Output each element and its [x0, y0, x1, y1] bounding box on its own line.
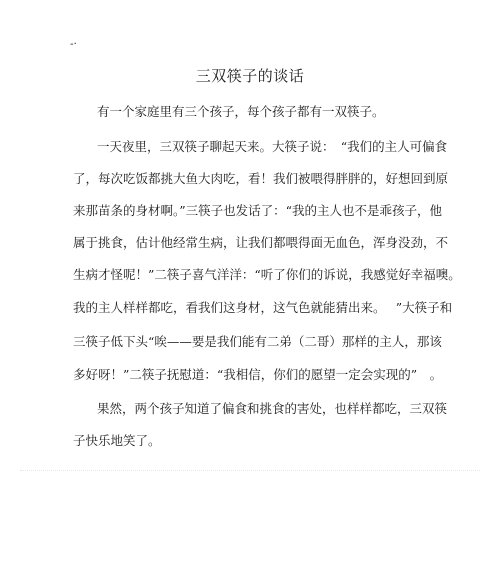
paragraph-line: 我的主人样样都吃，看我们这身材，这气色就能猜出来。 ”大筷子和 — [73, 300, 453, 315]
paragraph-line: 属于挑食，估计他经常生病，让我们都喂得面无血色，浑身没劲，不 — [73, 235, 449, 250]
paragraph-line: 一天夜里，三双筷子聊起天来。大筷子说： “我们的主人可偏食 — [97, 139, 448, 154]
paragraph-line: 果然，两个孩子知道了偏食和挑食的害处，也样样都吃，三双筷 — [97, 401, 448, 416]
page-title: 三双筷子的谈话 — [195, 67, 305, 85]
paragraph-line: 三筷子低下头“唉——要是我们能有二弟（二哥）那样的主人，那该 — [73, 334, 442, 349]
corner-mark: -· — [70, 39, 77, 50]
paragraph-line: 子快乐地笑了。 — [73, 433, 161, 448]
paragraph-line: 了，每次吃饭都挑大鱼大肉吃，看！我们被喂得胖胖的，好想回到原 — [73, 171, 449, 186]
paragraph-line: 多好呀！”二筷子抚慰道：“我相信，你们的愿望一定会实现的” 。 — [73, 367, 443, 382]
paragraph-line: 有一个家庭里有三个孩子，每个孩子都有一双筷子。 — [97, 104, 385, 119]
paragraph-line: 来那苗条的身材啊。”三筷子也发话了：“我的主人也不是乖孩子，他 — [73, 203, 443, 218]
paragraph-line: 生病才怪呢！”二筷子喜气洋洋：“听了你们的诉说，我感觉好幸福噢。 — [73, 267, 461, 282]
page-divider — [20, 470, 480, 471]
